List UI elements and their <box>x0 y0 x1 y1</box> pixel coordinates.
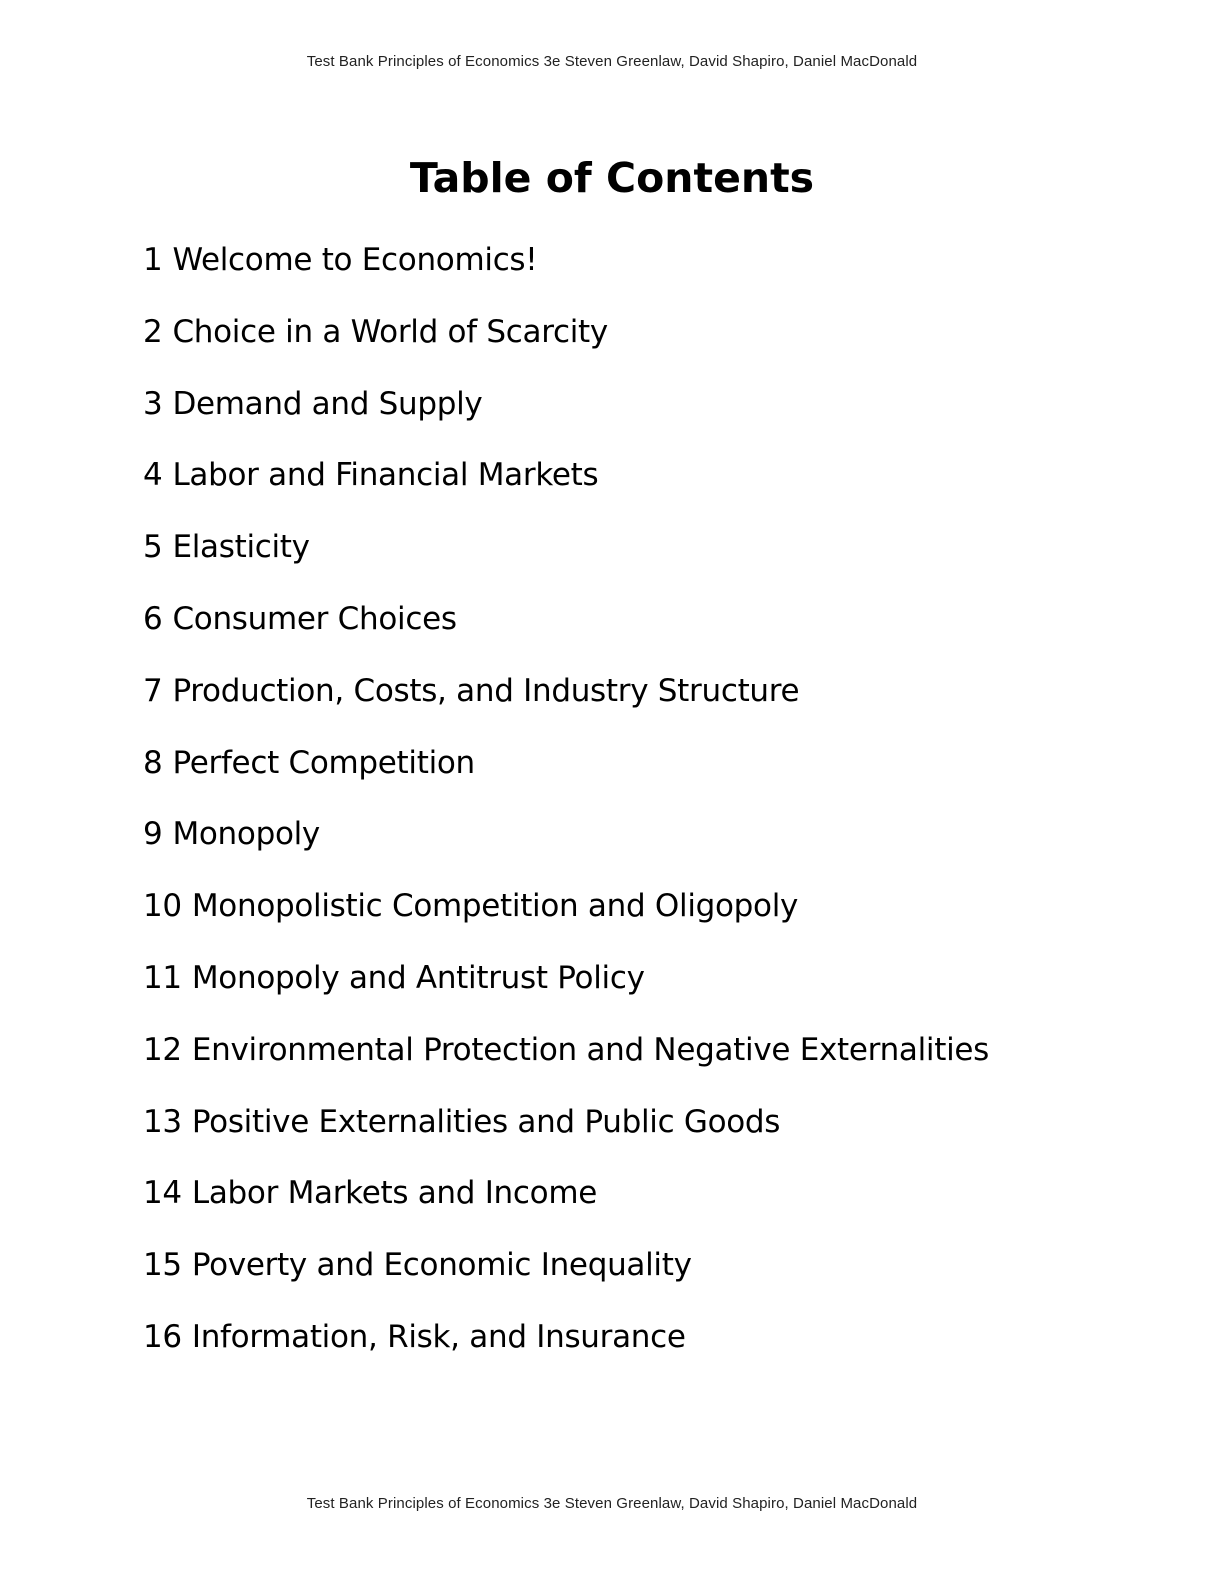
toc-entry-2 <box>143 304 989 376</box>
toc-entry-8 <box>143 735 989 807</box>
chapter-title: Consumer Choices <box>172 600 457 637</box>
toc-entry-15 <box>143 1237 989 1309</box>
chapter-number: 6 <box>143 600 163 637</box>
running-header: Test Bank Principles of Economics 3e Steven Greenlaw, David Shapiro, Daniel MacDonald <box>306 53 918 70</box>
toc-entry-1 <box>143 232 989 304</box>
toc-entry-11 <box>143 950 989 1022</box>
chapter-number: 9 <box>143 816 163 853</box>
chapter-number: 4 <box>143 457 163 494</box>
chapter-number: 1 <box>143 242 163 278</box>
chapter-title: Monopoly <box>172 816 320 853</box>
chapter-title: Positive Externalities and Public Goods <box>191 1103 781 1140</box>
page-title: Table of Contents <box>409 154 815 202</box>
chapter-number: 13 <box>143 1103 182 1140</box>
toc-entry-16 <box>143 1309 989 1381</box>
toc-entry-5 <box>143 519 989 591</box>
chapter-number: 12 <box>143 1031 182 1068</box>
chapter-number: 16 <box>143 1318 182 1355</box>
running-footer: Test Bank Principles of Economics 3e Steven Greenlaw, David Shapiro, Daniel MacDonald <box>306 1495 918 1512</box>
chapter-number: 7 <box>143 672 163 709</box>
chapter-title: Production, Costs, and Industry Structure <box>172 672 800 709</box>
chapter-title: Information, Risk, and Insurance <box>191 1318 686 1355</box>
toc-entry-13 <box>143 1094 989 1166</box>
chapter-title: Welcome to Economics! <box>172 242 538 278</box>
chapter-title: Monopolistic Competition and Oligopoly <box>191 888 799 925</box>
toc-entry-7 <box>143 663 989 735</box>
chapter-title: Monopoly and Antitrust Policy <box>191 959 645 996</box>
chapter-title: Poverty and Economic Inequality <box>191 1247 692 1284</box>
chapter-title: Perfect Competition <box>172 744 475 781</box>
chapter-number: 5 <box>143 529 163 566</box>
chapter-number: 2 <box>143 313 163 350</box>
chapter-title: Environmental Protection and Negative Externalities <box>191 1031 990 1068</box>
toc-entry-12 <box>143 1022 989 1094</box>
chapter-number: 10 <box>143 888 182 925</box>
toc-entry-9 <box>143 806 989 878</box>
chapter-number: 14 <box>143 1175 182 1212</box>
chapter-title: Demand and Supply <box>172 385 483 422</box>
chapter-number: 11 <box>143 959 182 996</box>
toc-entry-4 <box>143 447 989 519</box>
table-of-contents <box>143 232 989 1381</box>
chapter-number: 15 <box>143 1247 182 1284</box>
toc-entry-3 <box>143 376 989 448</box>
toc-entry-6 <box>143 591 989 663</box>
chapter-title: Choice in a World of Scarcity <box>172 313 608 350</box>
chapter-title: Labor and Financial Markets <box>172 457 599 494</box>
toc-entry-14 <box>143 1165 989 1237</box>
chapter-title: Elasticity <box>172 529 310 566</box>
chapter-title: Labor Markets and Income <box>191 1175 597 1212</box>
chapter-number: 3 <box>143 385 163 422</box>
toc-entry-10 <box>143 878 989 950</box>
chapter-number: 8 <box>143 744 163 781</box>
